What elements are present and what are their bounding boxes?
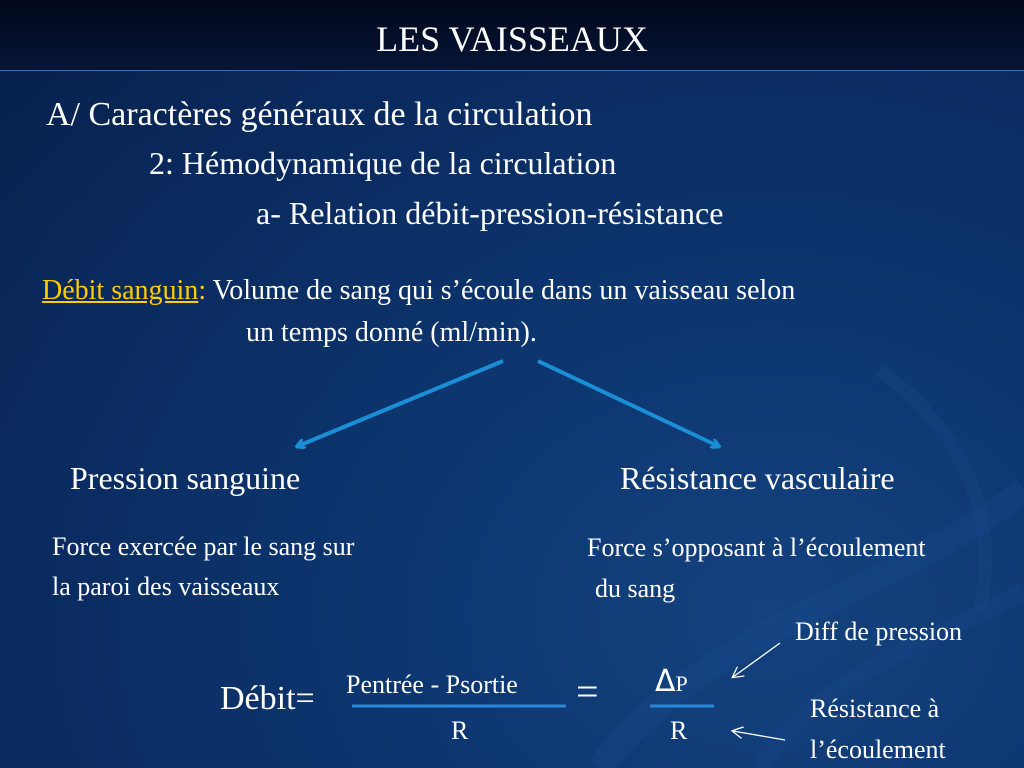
pression-desc-line-2: la paroi des vaisseaux bbox=[52, 572, 280, 601]
delta-symbol: Δ bbox=[655, 664, 676, 699]
heading-level-2: 2: Hémodynamique de la circulation bbox=[149, 145, 617, 181]
diff-pression-label: Diff de pression bbox=[795, 617, 963, 646]
formula-denominator: R bbox=[451, 716, 469, 745]
arrow-to-delta-p bbox=[733, 643, 780, 677]
heading-level-1: A/ Caractères généraux de la circulation bbox=[46, 96, 593, 133]
arrow-to-pression bbox=[298, 361, 503, 446]
pression-sanguine-heading: Pression sanguine bbox=[70, 460, 301, 496]
definition-line-2: un temps donné (ml/min). bbox=[246, 317, 537, 348]
formula-denominator-2: R bbox=[670, 716, 688, 745]
resistance-annotation-line-2: l’écoulement bbox=[810, 735, 946, 764]
slide-title: LES VAISSEAUX bbox=[376, 19, 648, 59]
definition-text: Volume de sang qui s’écoule dans un vaisseau selon bbox=[206, 275, 796, 306]
pression-desc-line-1: Force exercée par le sang sur bbox=[52, 532, 355, 561]
arrow-to-resistance bbox=[538, 361, 718, 446]
formula-equals-sign: = bbox=[576, 669, 599, 714]
heading-level-3: a- Relation débit-pression-résistance bbox=[256, 195, 724, 231]
formula-debit-label: Débit= bbox=[220, 680, 315, 717]
formula-numerator: Pentrée - Psortie bbox=[346, 670, 518, 699]
formula-delta-p bbox=[655, 664, 688, 699]
resistance-vasculaire-heading: Résistance vasculaire bbox=[620, 460, 895, 496]
definition-colon: : bbox=[198, 275, 207, 306]
resistance-desc-line-2: du sang bbox=[595, 574, 676, 603]
arrow-to-denominator-r bbox=[733, 731, 785, 740]
resistance-annotation-line-1: Résistance à bbox=[810, 694, 940, 723]
definition-term: Débit sanguin bbox=[42, 275, 199, 306]
resistance-desc-line-1: Force s’opposant à l’écoulement bbox=[587, 533, 926, 562]
delta-letter-p: P bbox=[675, 671, 688, 696]
